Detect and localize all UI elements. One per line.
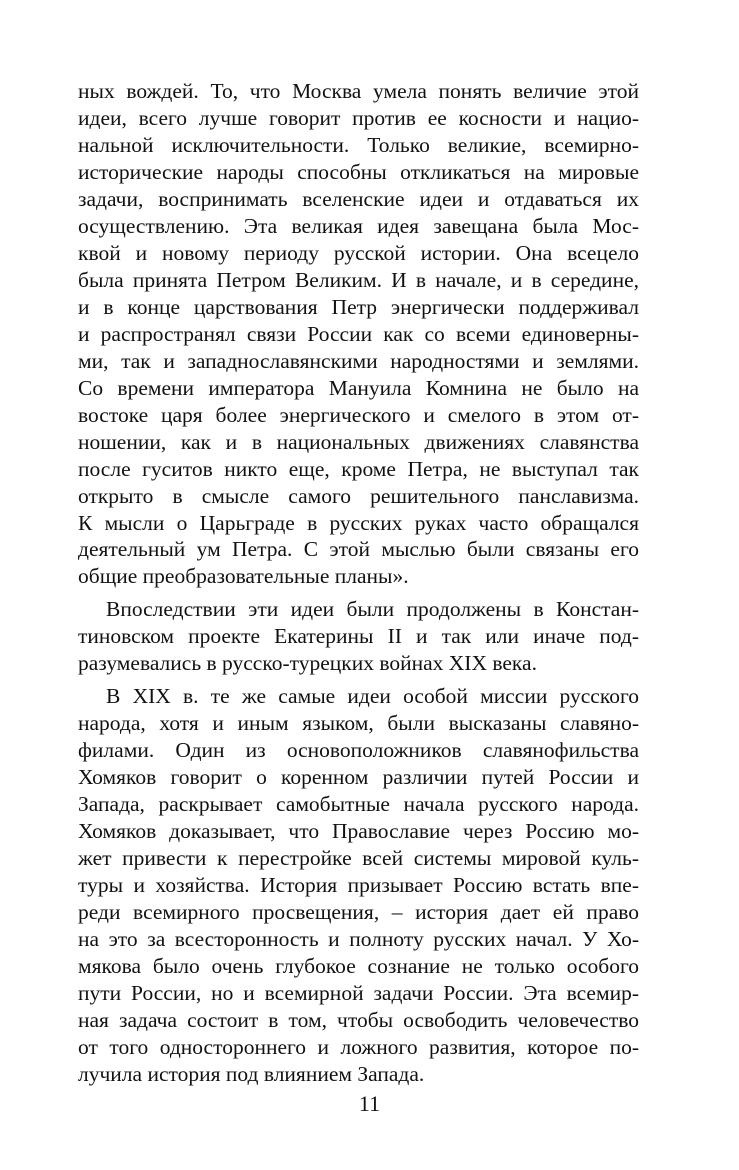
- text-line: задачи, воспринимать вселенские идеи и отдаваться их: [78, 186, 639, 211]
- text-line: разумевались в русско-турецких войнах XIX века.: [78, 651, 537, 676]
- text-line: лучила история под влиянием Запада.: [78, 1061, 425, 1086]
- text-line: реди всемирного просвещения, – история дает ей право: [78, 900, 639, 925]
- page-body: [78, 78, 639, 1088]
- paragraph: [78, 683, 639, 1088]
- paragraph: [78, 78, 639, 590]
- text-line: ношении, как и в национальных движениях славянства: [78, 429, 639, 454]
- text-line: мякова было очень глубокое сознание не только особого: [78, 954, 639, 978]
- text-line: Хомяков доказывает, что Православие через Россию мо-: [78, 819, 639, 844]
- text-line: деятельный ум Петра. С этой мыслью были связаны его: [78, 537, 639, 562]
- text-line: пути России, но и всемирной задачи России. Эта всемир-: [78, 980, 639, 1005]
- text-line: осуществлению. Эта великая идея завещана была Мос-: [78, 213, 639, 238]
- text-line: ных вождей. То, что Москва умела понять величие этой: [78, 79, 639, 103]
- text-line: исторические народы способны откликаться на мировые: [78, 159, 639, 184]
- text-line: общие преобразовательные планы».: [78, 564, 409, 589]
- text-line: нальной исключительности. Только великие, всемирно-: [78, 132, 639, 157]
- text-line: и в конце царствования Петр энергически поддерживал: [78, 294, 639, 319]
- text-line: идеи, всего лучше говорит против ее косности и нацио-: [78, 105, 639, 130]
- text-line: открыто в смысле самого решительного панславизма.: [78, 483, 639, 508]
- text-line: Впоследствии эти идеи были продолжены в Констан-: [106, 597, 639, 622]
- text-line: туры и хозяйства. История призывает Россию встать впе-: [78, 873, 639, 898]
- text-line: была принята Петром Великим. И в начале, и в середине,: [78, 267, 639, 292]
- text-line: востоке царя более энергического и смелого в этом от-: [78, 402, 639, 427]
- text-line: В XIX в. те же самые идеи особой миссии русского: [106, 684, 639, 709]
- text-line: жет привести к перестройке всей системы мировой куль-: [78, 846, 639, 871]
- text-line: Запада, раскрывает самобытные начала русского народа.: [78, 792, 639, 817]
- text-line: филами. Один из основоположников славянофильства: [78, 738, 639, 763]
- text-line: Хомяков говорит о коренном различии путей России и: [78, 765, 639, 790]
- text-line: ная задача состоит в том, чтобы освободить человечество: [78, 1007, 639, 1032]
- text-line: Со времени императора Мануила Комнина не было на: [78, 375, 639, 400]
- text-line: К мысли о Царьграде в русских руках часто обращался: [78, 510, 639, 535]
- text-line: на это за всесторонность и полноту русских начал. У Хо-: [78, 927, 639, 952]
- text-line: после гуситов никто еще, кроме Петра, не выступал так: [78, 456, 639, 481]
- text-line: тиновском проекте Екатерины II и так или иначе под-: [78, 624, 639, 649]
- paragraph: [78, 596, 639, 677]
- text-line: народа, хотя и иным языком, были высказаны славяно-: [78, 711, 639, 736]
- page-number: 11: [358, 1091, 381, 1116]
- text-line: от того одностороннего и ложного развития, которое по-: [78, 1034, 639, 1059]
- text-line: и распространял связи России как со всеми единоверны-: [78, 321, 639, 346]
- text-line: ми, так и западнославянскими народностями и землями.: [78, 348, 639, 373]
- text-line: квой и новому периоду русской истории. Она всецело: [78, 240, 639, 265]
